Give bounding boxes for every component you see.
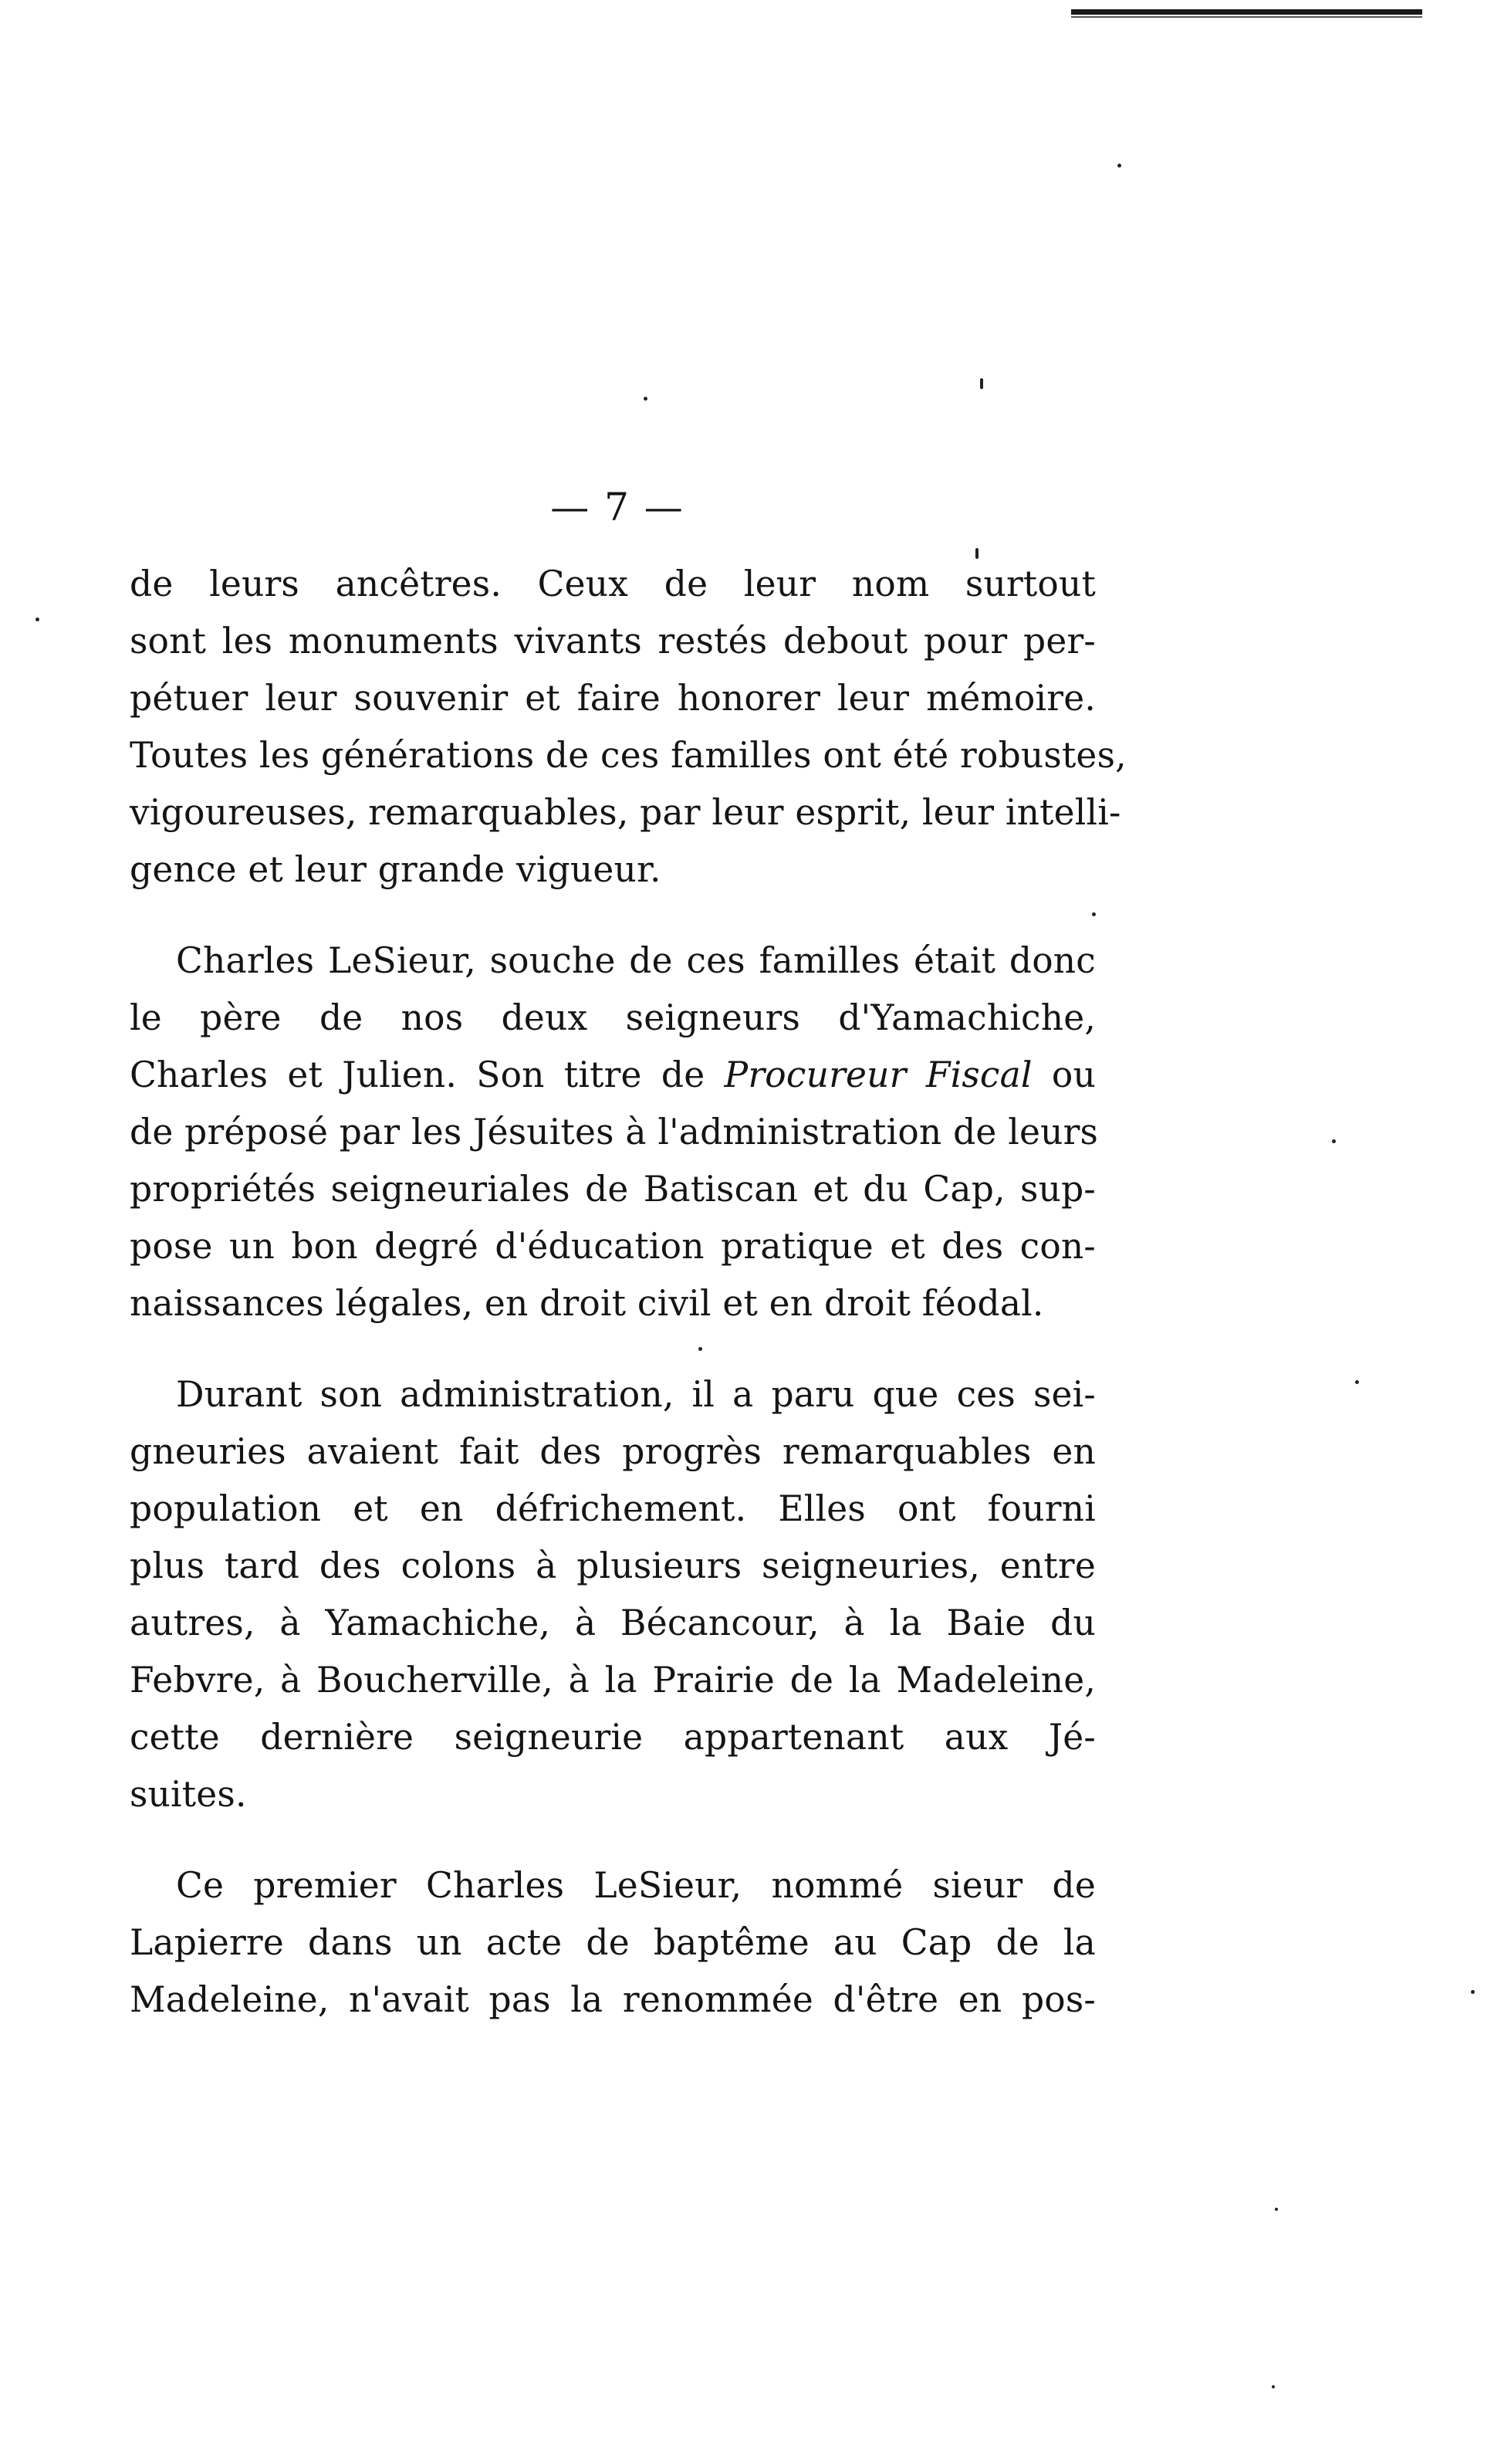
page-number: — 7 — <box>550 485 684 530</box>
print-speck <box>1332 1139 1336 1143</box>
text-line: autres, à Yamachiche, à Bécancour, à la Baie du <box>130 1603 1096 1643</box>
text-run: ou <box>1051 1054 1096 1095</box>
text-line: naissances légales, en droit civil et en droit féodal. <box>130 1283 1044 1324</box>
text-line: Lapierre dans un acte de baptême au Cap de la <box>130 1922 1096 1963</box>
italic-title-phrase: Procureur Fiscal <box>724 1054 1033 1095</box>
text-line: gneuries avaient fait des progrès remarquables en <box>130 1431 1096 1472</box>
print-speck <box>1272 2385 1275 2388</box>
text-line: Ce premier Charles LeSieur, nommé sieur de <box>176 1865 1096 1906</box>
text-line: suites. <box>130 1774 247 1815</box>
print-speck <box>1275 2208 1278 2211</box>
text-line-with-italic <box>130 1047 1096 1104</box>
text-line: pétuer leur souvenir et faire honorer leur mémoire. <box>130 678 1096 719</box>
text-line: Durant son administration, il a paru que ces sei- <box>176 1374 1096 1415</box>
text-line: gence et leur grande vigueur. <box>130 849 661 890</box>
print-speck <box>644 397 647 401</box>
text-line: Toutes les générations de ces familles ont été robustes, <box>130 735 1127 776</box>
print-speck <box>1117 164 1121 168</box>
header-rule-shadow <box>1071 16 1422 18</box>
print-speck <box>35 618 39 621</box>
text-line: vigoureuses, remarquables, par leur esprit, leur intelli- <box>130 792 1121 833</box>
text-line: le père de nos deux seigneurs d'Yamachiche, <box>130 997 1096 1038</box>
paragraph <box>130 1366 1096 1823</box>
header-rule <box>1071 9 1422 15</box>
text-line: plus tard des colons à plusieurs seigneuries, entre <box>130 1545 1096 1586</box>
text-line: propriétés seigneuriales de Batiscan et du Cap, sup- <box>130 1169 1096 1210</box>
text-line: Charles LeSieur, souche de ces familles était donc <box>176 940 1096 981</box>
text-line: population et en défrichement. Elles ont fourni <box>130 1488 1096 1529</box>
print-speck <box>980 378 983 389</box>
text-line: de leurs ancêtres. Ceux de leur nom surtout <box>130 564 1096 604</box>
paragraph <box>130 556 1127 899</box>
paragraph <box>130 932 1099 1332</box>
text-line: de préposé par les Jésuites à l'administration de leurs <box>130 1112 1099 1152</box>
text-line: sont les monuments vivants restés debout pour per- <box>130 621 1096 662</box>
text-line: Febvre, à Boucherville, à la Prairie de la Madeleine, <box>130 1660 1096 1701</box>
text-line: Madeleine, n'avait pas la renommée d'être en pos- <box>130 1979 1096 2020</box>
text-line: pose un bon degré d'éducation pratique et des con- <box>130 1226 1096 1267</box>
paragraph <box>130 1857 1096 2029</box>
text-line: cette dernière seigneurie appartenant aux Jé- <box>130 1717 1096 1758</box>
print-speck <box>1471 1990 1475 1994</box>
page-body <box>130 556 1127 2029</box>
text-run: Charles et Julien. Son titre de <box>130 1054 705 1095</box>
print-speck <box>1355 1380 1359 1384</box>
